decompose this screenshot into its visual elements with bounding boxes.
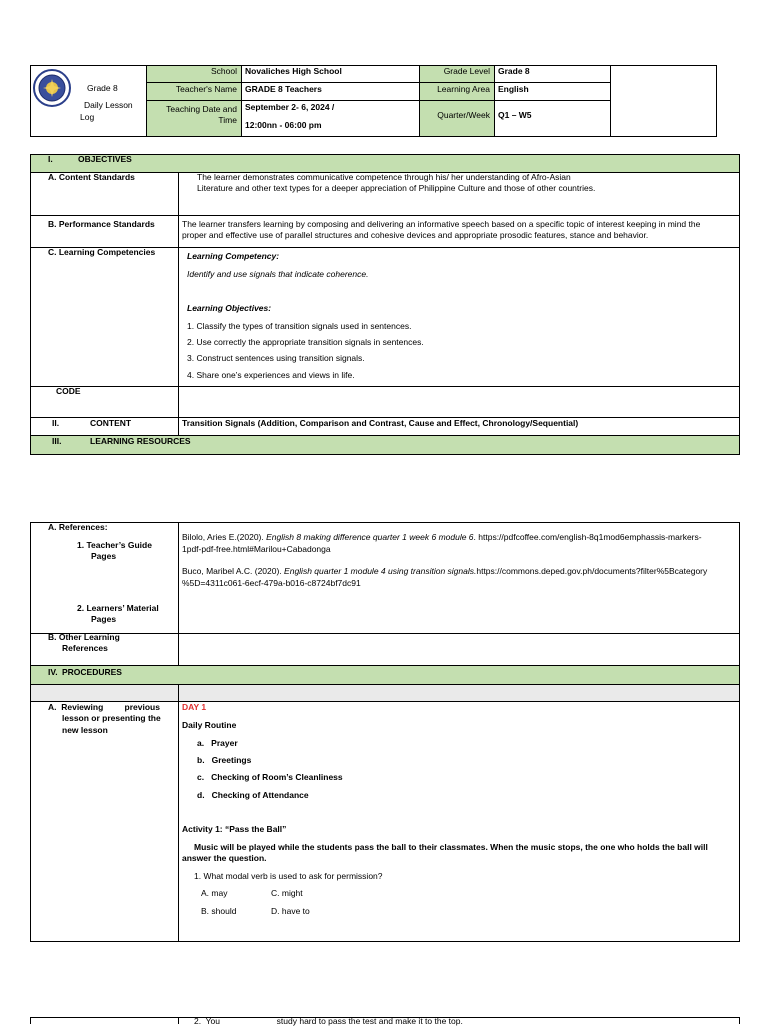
learning-competencies-label: C. Learning Competencies — [48, 247, 156, 257]
dll-title-line2: Log — [80, 112, 95, 122]
learners-material-label-1: 2. Learners’ Material — [77, 603, 159, 613]
reference-2-line2: %5D=4311c061-6ecf-479a-b016-c8724bf7dc91 — [182, 578, 361, 588]
activity-description-line1: Music will be played while the students pass the ball to their classmates. When the music stops, the one who holds the ball will — [194, 842, 708, 852]
choice-c: C. might — [271, 888, 303, 898]
teacher-value: GRADE 8 Teachers — [245, 84, 322, 94]
reference-2: Buco, Maribel A.C. (2020). English quarter 1 module 4 using transition signals.https://commons.deped.gov.ph/documents?filter%5Bcategory — [182, 566, 708, 576]
objectives-heading: OBJECTIVES — [78, 154, 132, 164]
choice-d: D. have to — [271, 906, 310, 916]
performance-standards-line2: proper and effective use of parallel structures and cohesive devices and appropriate prosodic features, stance and behavior. — [182, 230, 649, 240]
content-label: CONTENT — [90, 418, 132, 428]
routine-item: b. Greetings — [197, 755, 252, 765]
quarter-label: Quarter/Week — [437, 110, 490, 120]
grade-level-value: Grade 8 — [498, 66, 530, 76]
deped-seal-logo — [30, 68, 74, 108]
daily-routine-title: Daily Routine — [182, 720, 237, 730]
question-1: 1. What modal verb is used to ask for permission? — [194, 871, 383, 881]
teacher-label: Teacher's Name — [175, 84, 237, 94]
objective-item: 3. Construct sentences using transition signals. — [187, 353, 365, 363]
learning-resources-label: LEARNING RESOURCES — [90, 436, 191, 446]
objective-item: 4. Share one’s experiences and views in life. — [187, 370, 355, 380]
routine-item: c. Checking of Room’s Cleanliness — [197, 772, 343, 782]
activity-title: Activity 1: “Pass the Ball” — [182, 824, 287, 834]
content-standards-line2: Literature and other text types for a deeper appreciation of Philippine Culture and those of other countries. — [197, 183, 596, 193]
procedures-heading: PROCEDURES — [62, 667, 122, 677]
other-references-label-1: B. Other Learning — [48, 632, 120, 642]
content-value: Transition Signals (Addition, Comparison and Contrast, Cause and Effect, Chronology/Sequential) — [182, 418, 579, 428]
learning-area-label: Learning Area — [437, 84, 490, 94]
date-label-1: Teaching Date and — [166, 104, 237, 114]
reference-1-line2: 1pdf-pdf-free.html#Marilou+Cabadonga — [182, 544, 331, 554]
date-value-2: 12:00nn - 06:00 pm — [245, 120, 322, 130]
school-value: Novaliches High School — [245, 66, 342, 76]
procedures-number: IV. — [48, 667, 58, 677]
review-label-3: new lesson — [62, 725, 108, 735]
objective-item: 2. Use correctly the appropriate transition signals in sentences. — [187, 337, 424, 347]
teachers-guide-label-2: Pages — [91, 551, 117, 561]
code-label: CODE — [56, 386, 81, 396]
objectives-title: Learning Objectives: — [187, 303, 272, 313]
day-label: DAY 1 — [182, 702, 207, 712]
learners-material-label-2: Pages — [91, 614, 117, 624]
date-label-2: Time — [218, 115, 237, 125]
objectives-heading-number: I. — [48, 154, 53, 164]
competency-title: Learning Competency: — [187, 251, 280, 261]
performance-standards-line1: The learner transfers learning by composing and delivering an informative speech based on a specific topic of interest keeping in mind the — [182, 219, 701, 229]
routine-item: a. Prayer — [197, 738, 238, 748]
competency-text: Identify and use signals that indicate coherence. — [187, 269, 369, 279]
review-label-2: lesson or presenting the — [62, 713, 161, 723]
references-label: A. References: — [48, 522, 108, 532]
routine-item: d. Checking of Attendance — [197, 790, 309, 800]
choice-b: B. should — [201, 906, 237, 916]
quarter-value: Q1 – W5 — [498, 110, 532, 120]
content-number: II. — [52, 418, 60, 428]
activity-description-line2: answer the question. — [182, 853, 267, 863]
objective-item: 1. Classify the types of transition signals used in sentences. — [187, 321, 412, 331]
performance-standards-label: B. Performance Standards — [48, 219, 155, 229]
reference-1: Bilolo, Aries E.(2020). English 8 making difference quarter 1 week 6 module 6. https://pdfcoffee.com/english-8q1mod6emphassis-markers- — [182, 532, 702, 542]
date-value-1: September 2- 6, 2024 / — [245, 102, 335, 112]
grade-level-label: Grade Level — [443, 66, 490, 76]
content-standards-label: A. Content Standards — [48, 172, 135, 182]
choice-a: A. may — [201, 888, 228, 898]
dll-title-line1: Daily Lesson — [84, 100, 133, 110]
learning-area-value: English — [498, 84, 529, 94]
content-standards-line1: The learner demonstrates communicative competence through his/ her understanding of Afro-Asian — [197, 172, 571, 182]
learning-resources-number: III. — [52, 436, 62, 446]
review-label-1: A. Reviewing previous — [48, 702, 160, 712]
question-2: 2. You study hard to pass the test and make it to the top. — [194, 1016, 463, 1026]
school-label: School — [211, 66, 237, 76]
grade-label: Grade 8 — [87, 83, 118, 93]
other-references-label-2: References — [62, 643, 108, 653]
teachers-guide-label-1: 1. Teacher’s Guide — [77, 540, 152, 550]
